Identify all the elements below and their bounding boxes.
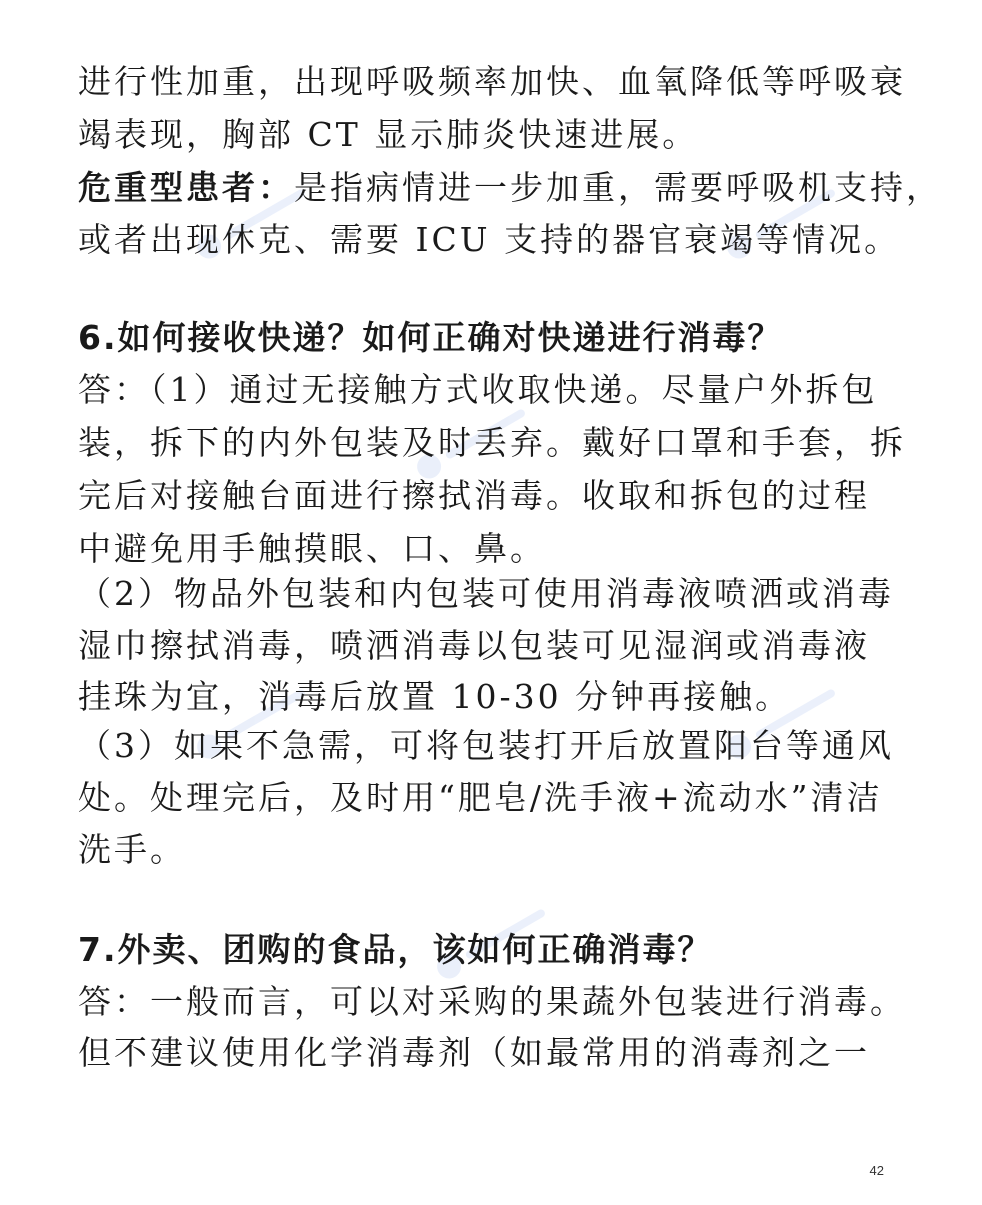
critical-patient-paragraph <box>78 168 942 208</box>
paragraph-line: 竭表现，胸部 CT 显示肺炎快速进展。 <box>78 115 699 154</box>
answer-line: 挂珠为宜，消毒后放置 10-30 分钟再接触。 <box>78 677 792 716</box>
paragraph-text: 是指病情进一步加重，需要呼吸机支持， <box>294 168 942 207</box>
section-7-heading: 7.外卖、团购的食品，该如何正确消毒？ <box>78 930 713 969</box>
critical-patient-label: 危重型患者： <box>78 168 294 207</box>
answer-line: 处。处理完后，及时用“肥皂/洗手液+流动水”清洁 <box>78 778 883 817</box>
page-number: 42 <box>869 1163 884 1178</box>
answer-line: 但不建议使用化学消毒剂（如最常用的消毒剂之一 <box>78 1033 870 1072</box>
answer-line: 洗手。 <box>78 830 186 869</box>
answer-line: （2）物品外包装和内包装可使用消毒液喷洒或消毒 <box>78 574 894 613</box>
answer-line: 装，拆下的内外包装及时丢弃。戴好口罩和手套，拆 <box>78 423 906 462</box>
answer-line: 完后对接触台面进行擦拭消毒。收取和拆包的过程 <box>78 476 870 515</box>
section-6-heading: 6.如何接收快递？如何正确对快递进行消毒？ <box>78 318 783 357</box>
answer-line: 湿巾擦拭消毒，喷洒消毒以包装可见湿润或消毒液 <box>78 626 870 665</box>
answer-line: （3）如果不急需，可将包装打开后放置阳台等通风 <box>78 726 894 765</box>
paragraph-line: 进行性加重，出现呼吸频率加快、血氧降低等呼吸衰 <box>78 62 906 101</box>
paragraph-line: 或者出现休克、需要 ICU 支持的器官衰竭等情况。 <box>78 220 901 259</box>
answer-line: 中避免用手触摸眼、口、鼻。 <box>78 529 546 568</box>
answer-line: 答：（1）通过无接触方式收取快递。尽量户外拆包 <box>78 370 878 409</box>
answer-line: 答：一般而言，可以对采购的果蔬外包装进行消毒。 <box>78 982 906 1021</box>
